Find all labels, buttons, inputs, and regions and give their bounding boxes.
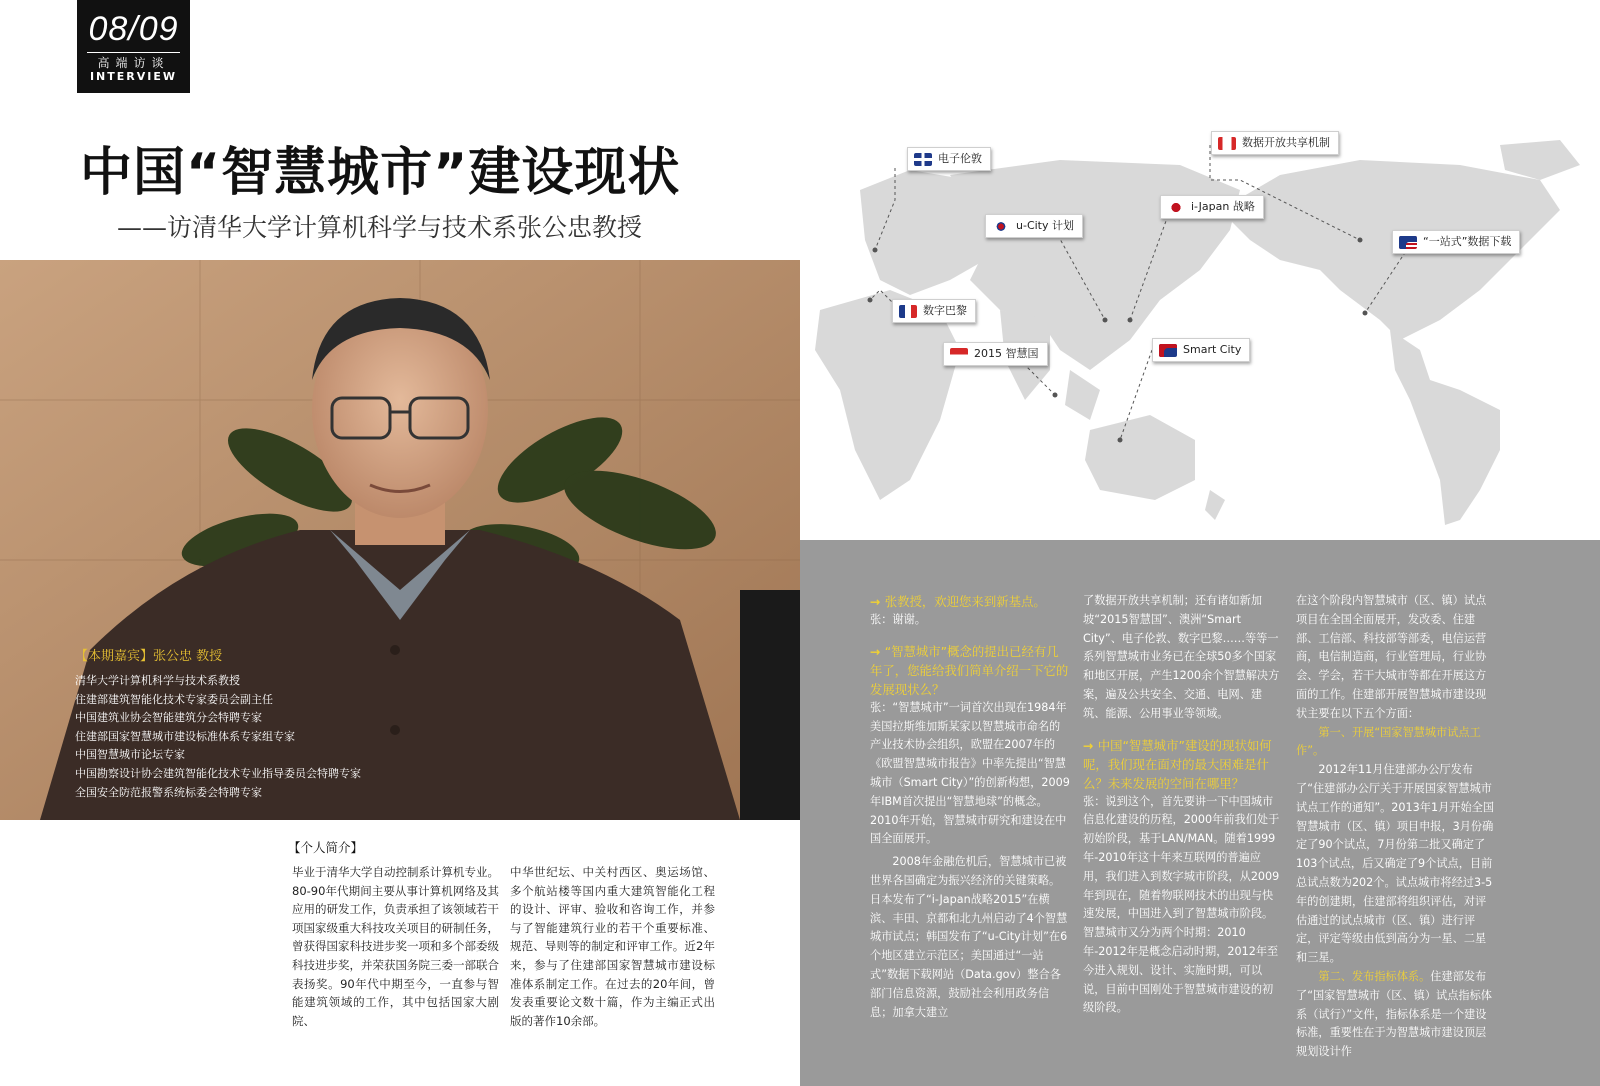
usa-flag-icon (1399, 236, 1417, 249)
interview-subheading: 第一、开展“国家智慧城市试点工作”。 (1296, 725, 1481, 758)
interview-subheading: 第二、发布指标体系。 (1318, 969, 1431, 983)
interview-answer: 张：“智慧城市”一词首次出现在1984年美国拉斯维加斯某家以智慧城市命名的产业技术协会组织，欧盟在2007年的《欧盟智慧城市报告》中率先提出“智慧城市（Smart City）”的创新构想，2009年IBM首次提出“智慧地球”的概念。2010年开始，智慧城市研究和建设在中国全面展开。 (870, 700, 1070, 846)
map-tag-paris (892, 299, 976, 323)
guest-credential: 住建部国家智慧城市建设标准体系专家组专家 (75, 729, 295, 743)
world-map (800, 120, 1600, 540)
map-tag-korea (985, 214, 1083, 238)
interview-answer: 了数据开放共享机制；还有诸如新加坡“2015智慧国”、澳洲“Smart City”、电子伦敦、数字巴黎……等等一系列智慧城市业务已在全球50多个国家和地区开展，产生1200余个智慧解决方案，遍及公共安全、交通、电网、建筑、能源、公用事业等领域。 (1083, 594, 1280, 720)
map-tag-label: 电子伦敦 (938, 152, 982, 165)
guest-credential: 中国建筑业协会智能建筑分会特聘专家 (75, 711, 262, 725)
interview-answer-text: 住建部发布了“国家智慧城市（区、镇）试点指标体系（试行）”文件，指标体系是一个建设标准，重要性在于为智慧城市建设顶层规划设计作 (1296, 969, 1492, 1059)
uk-flag-icon (914, 153, 932, 166)
article-subtitle: ——访清华大学计算机科学与技术系张公忠教授 (117, 213, 643, 242)
page-number-badge (77, 0, 190, 93)
article-title: 中国“智慧城市”建设现状 (80, 143, 681, 203)
arrow-right-icon: → (1083, 737, 1098, 753)
korea-flag-icon (992, 220, 1010, 233)
profile-heading: 【个人简介】 (288, 840, 364, 855)
interview-question (870, 592, 1070, 611)
guest-credential: 全国安全防范报警系统标委会特聘专家 (75, 785, 262, 799)
badge-divider (87, 52, 180, 53)
interview-answer: 2012年11月住建部办公厅发布了“住建部办公厅关于开展国家智慧城市试点工作的通知”。2013年1月开始全国智慧城市（区、镇）项目申报，3月份确定了90个试点，7月份第二批又确定了103个试点，后又确定了9个试点，目前总试点数为202个。试点城市将经过3-5年的创建期，住建部将组织评估，对评估通过的试点城市（区、镇）进行评定，评定等级由低到高分为一星、二星和三星。 (1296, 763, 1495, 965)
interview-column-3 (1296, 592, 1494, 1062)
map-tag-label: 数据开放共享机制 (1242, 136, 1330, 149)
interview-column-2 (1083, 592, 1283, 1018)
map-tag-label: 2015 智慧国 (974, 347, 1039, 360)
guest-caption (75, 645, 455, 802)
interview-column-1 (870, 592, 1070, 1022)
guest-credential: 中国智慧城市论坛专家 (75, 748, 185, 762)
map-tag-singapore (943, 342, 1048, 366)
interview-answer: 张：谢谢。 (870, 613, 926, 626)
map-tag-label: “一站式”数据下载 (1423, 235, 1512, 248)
map-tag-usa (1392, 230, 1520, 254)
japan-flag-icon (1167, 201, 1185, 214)
interview-answer: 在这个阶段内智慧城市（区、镇）试点项目在全国全面展开，发改委、住建部、工信部、科技部等部委，电信运营商，电信制造商，行业管理局，行业协会、学会，若干大城市等都在开展这方面的工作。住建部开展智慧城市建设现状主要在以下五个方面： (1296, 594, 1487, 720)
guest-credential: 清华大学计算机科学与技术系教授 (75, 674, 240, 687)
guest-credential: 住建部建筑智能化技术专家委员会副主任 (75, 692, 273, 706)
page-number: 08/09 (88, 10, 179, 48)
arrow-right-icon: → (870, 643, 885, 659)
map-tag-japan (1160, 195, 1264, 219)
australia-flag-icon (1159, 344, 1177, 357)
canada-flag-icon (1218, 137, 1236, 150)
interview-answer (1296, 968, 1494, 1062)
interview-answer: 张：说到这个，首先要讲一下中国城市信息化建设的历程，2000年前我们处于初始阶段，基于LAN/MAN。随着1999年-2010年这十年来互联网的普遍应用，我们进入到数字城市阶段，从2009年到现在，随着物联网技术的出现与快速发展，中国进入到了智慧城市阶段。智慧城市又分为两个时期：2010年-2012年是概念启动时期，2012年至今进入规划、设计、实施时期，可以说，目前中国刚处于智慧城市建设的初级阶段。 (1083, 794, 1280, 1015)
profile-text-col2: 中华世纪坛、中关村西区、奥运场馆、多个航站楼等国内重大建筑智能化工程的设计、评审、验收和咨询工作，并参与了智能建筑行业的若干个重要标准、规范、导则等的制定和评审工作。近2年来，参与了住建部国家智慧城市建设标准体系制定工作。在过去的20年间，曾发表重要论文数十篇，作为主编正式出版的著作10余部。 (510, 865, 715, 1028)
section-category-en: INTERVIEW (89, 70, 178, 83)
map-tag-label: 数字巴黎 (923, 304, 967, 317)
singapore-flag-icon (950, 348, 968, 361)
question-text: 张教授，欢迎您来到新基点。 (884, 594, 1046, 609)
interview-question (870, 642, 1070, 699)
map-tag-australia (1152, 338, 1250, 362)
profile-text-col1: 毕业于清华大学自动控制系计算机专业。80-90年代期间主要从事计算机网络及其应用的研发工作，负责承担了该领域若干项国家级重大科技攻关项目的研制任务，曾获得国家科技进步奖一项和多个部委级科技进步奖，并荣获国务院三委一部联合表扬奖。90年代中期至今，一直参与智能建筑领域的工作，其中包括国家大剧院、 (292, 865, 499, 1028)
map-tag-label: i-Japan 战略 (1191, 200, 1255, 213)
map-tag-london (907, 147, 991, 171)
guest-credential: 中国勘察设计协会建筑智能化技术专业指导委员会特聘专家 (75, 766, 361, 780)
interview-question (1083, 736, 1283, 793)
arrow-right-icon: → (870, 594, 885, 609)
world-map-shapes (800, 120, 1600, 540)
question-text: “智慧城市”概念的提出已经有几年了，您能给我们简单介绍一下它的发展现状么？ (870, 643, 1069, 697)
map-tag-canada (1211, 131, 1339, 155)
section-category: 高端访谈 (97, 56, 170, 70)
map-tag-label: u-City 计划 (1016, 219, 1074, 232)
map-tag-label: Smart City (1183, 343, 1242, 356)
france-flag-icon (899, 305, 917, 318)
interview-answer: 2008年金融危机后，智慧城市已被世界各国确定为振兴经济的关键策略。日本发布了“i-Japan战略2015”在横滨、丰田、京都和北九州启动了4个智慧城市试点；韩国发布了“u-City计划”在6个地区建立示范区；美国通过“一站式”数据下载网站（Data.gov）整合各部门信息资源，鼓励社会利用政务信息；加拿大建立 (870, 855, 1068, 1019)
question-text: 中国“智慧城市”建设的现状如何呢，我们现在面对的最大困难是什么？未来发展的空间在哪里？ (1083, 737, 1272, 791)
guest-heading: 【本期嘉宾】张公忠 教授 (75, 649, 223, 664)
